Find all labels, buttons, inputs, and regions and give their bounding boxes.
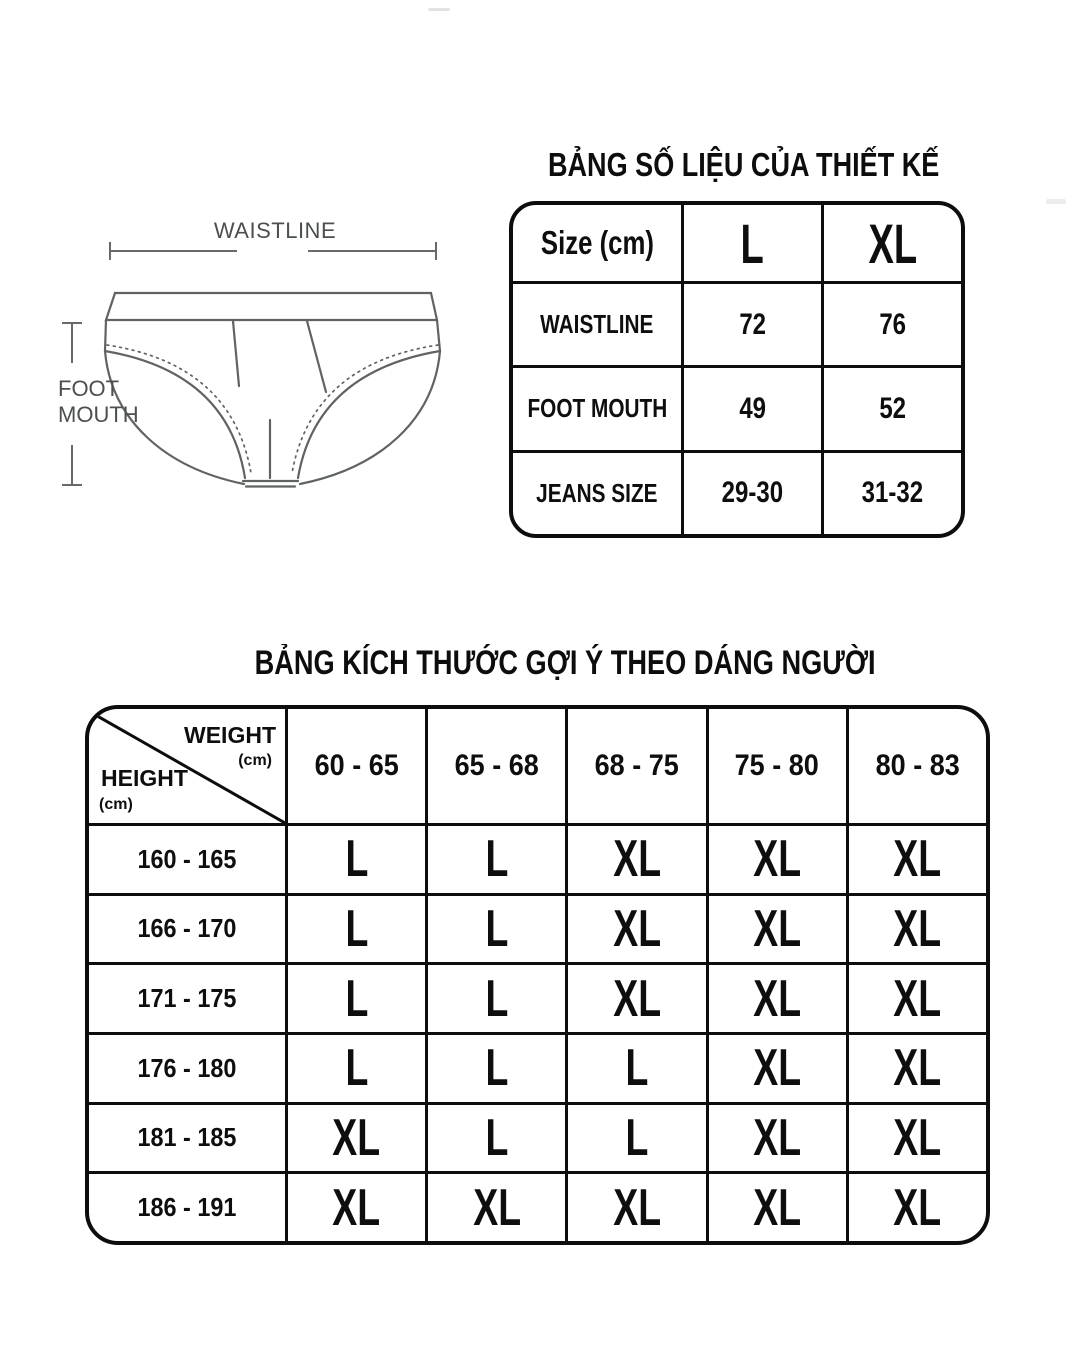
size-cell: L	[425, 893, 565, 963]
size-cell: L	[565, 1032, 705, 1102]
design-row-label: JEANS SIZE	[513, 450, 681, 534]
design-cell: 52	[821, 365, 961, 449]
weight-range-header: 68 - 75	[565, 709, 705, 823]
size-chart-title: BẢNG KÍCH THƯỚC GỢI Ý THEO DÁNG NGƯỜI	[254, 644, 876, 682]
size-cell: XL	[846, 1102, 986, 1172]
size-chart-table	[85, 705, 990, 1245]
height-range-label: 160 - 165	[89, 823, 285, 893]
height-range-label: 171 - 175	[89, 962, 285, 1032]
artifact-smudge	[428, 8, 450, 11]
briefs-diagram	[48, 212, 468, 502]
height-range-label: 166 - 170	[89, 893, 285, 963]
design-cell: 49	[681, 365, 821, 449]
weight-height-corner-cell	[89, 709, 285, 823]
height-axis-unit: (cm)	[99, 796, 133, 813]
size-cell: XL	[846, 893, 986, 963]
size-cell: XL	[706, 1171, 846, 1241]
design-col-header-xl: XL	[821, 205, 961, 281]
size-cell: XL	[846, 962, 986, 1032]
design-row-label: FOOT MOUTH	[513, 365, 681, 449]
artifact-smudge	[1046, 199, 1066, 204]
size-cell: XL	[846, 1171, 986, 1241]
weight-range-header: 75 - 80	[706, 709, 846, 823]
height-axis-label: HEIGHT	[101, 765, 188, 791]
design-cell: 76	[821, 281, 961, 365]
size-cell: XL	[706, 1032, 846, 1102]
size-cell: L	[285, 893, 425, 963]
height-range-label: 186 - 191	[89, 1171, 285, 1241]
height-range-label: 176 - 180	[89, 1032, 285, 1102]
design-col-header-size: Size (cm)	[540, 224, 654, 261]
size-cell: L	[425, 823, 565, 893]
size-cell: L	[285, 962, 425, 1032]
size-cell: XL	[565, 893, 705, 963]
design-table-title: BẢNG SỐ LIỆU CỦA THIẾT KẾ	[547, 146, 940, 183]
size-cell: L	[285, 1032, 425, 1102]
size-cell: XL	[285, 1171, 425, 1241]
mouth-label: MOUTH	[58, 402, 139, 427]
weight-axis-label: WEIGHT	[184, 722, 276, 748]
size-cell: XL	[706, 823, 846, 893]
size-cell: XL	[565, 1171, 705, 1241]
weight-range-header: 60 - 65	[285, 709, 425, 823]
size-cell: L	[425, 1102, 565, 1172]
design-row-label: WAISTLINE	[513, 281, 681, 365]
weight-range-header: 65 - 68	[425, 709, 565, 823]
size-cell: XL	[846, 1032, 986, 1102]
size-cell: XL	[565, 962, 705, 1032]
waistline-diagram-label: WAISTLINE	[213, 218, 337, 243]
foot-mouth-diagram-label	[58, 376, 139, 428]
design-cell: 72	[681, 281, 821, 365]
size-cell: XL	[706, 962, 846, 1032]
design-table	[509, 201, 965, 538]
size-cell: XL	[706, 893, 846, 963]
size-cell: XL	[285, 1102, 425, 1172]
size-cell: XL	[846, 823, 986, 893]
size-cell: L	[425, 962, 565, 1032]
design-col-header-l: L	[681, 205, 821, 281]
size-cell: L	[285, 823, 425, 893]
size-cell: L	[425, 1032, 565, 1102]
size-cell: XL	[565, 823, 705, 893]
design-cell: 31-32	[821, 450, 961, 534]
height-range-label: 181 - 185	[89, 1102, 285, 1172]
size-cell: XL	[706, 1102, 846, 1172]
design-cell: 29-30	[681, 450, 821, 534]
weight-range-header: 80 - 83	[846, 709, 986, 823]
size-cell: L	[565, 1102, 705, 1172]
weight-axis-unit: (cm)	[238, 752, 272, 769]
size-cell: XL	[425, 1171, 565, 1241]
foot-label: FOOT	[58, 376, 120, 401]
